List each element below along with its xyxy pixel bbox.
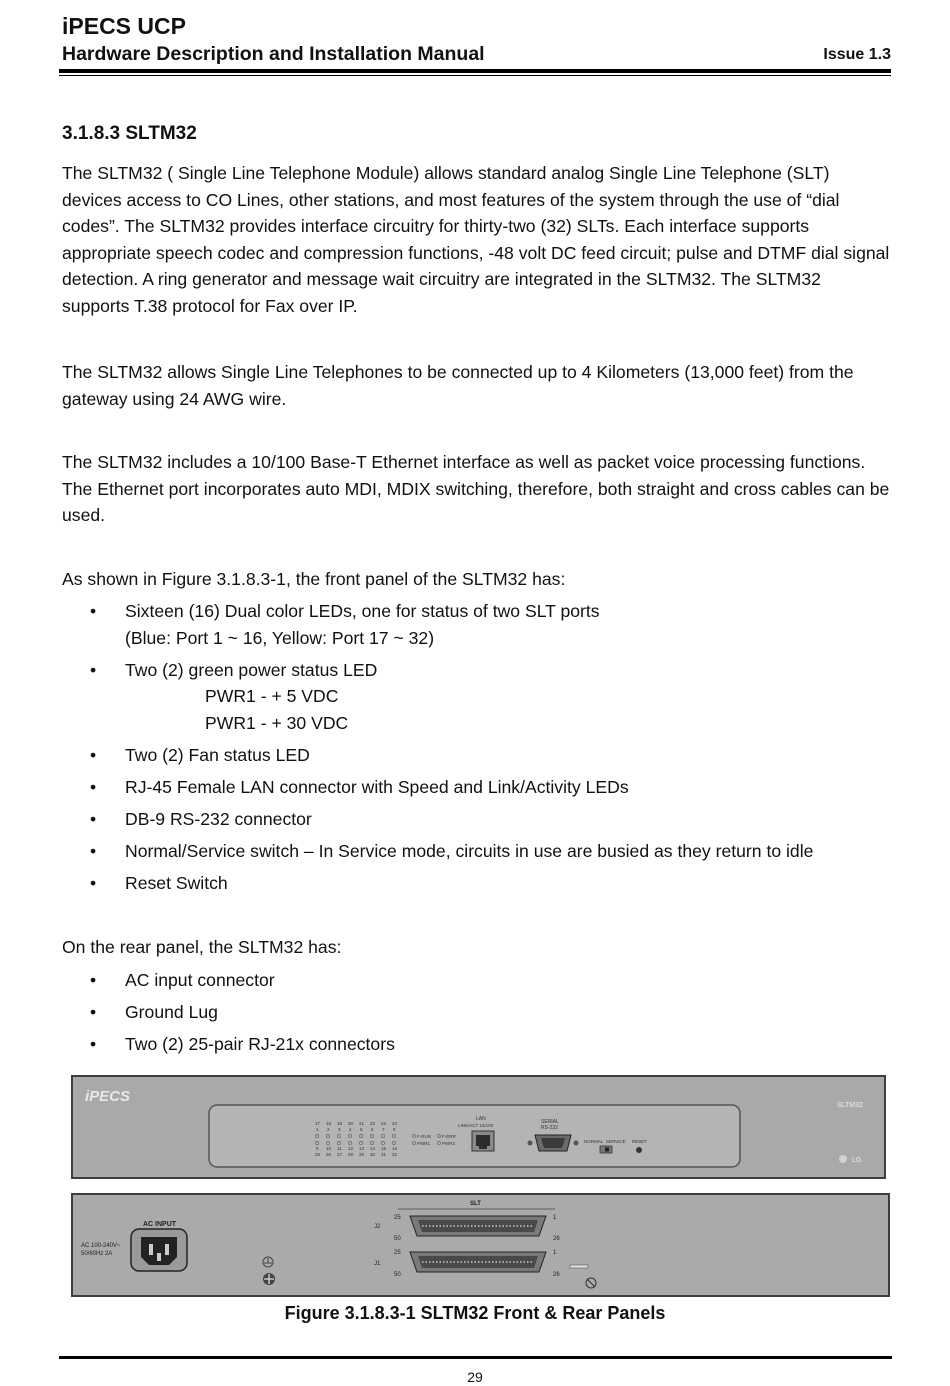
list-item-text: Normal/Service switch – In Service mode, circuits in use are busied as they return to idle (125, 840, 814, 861)
serial-label: SERIAL (541, 1119, 559, 1125)
led-label: 29 (359, 1152, 365, 1157)
led-label: 30 (370, 1152, 376, 1157)
led-label: 7 (382, 1127, 385, 1132)
paragraph-distance: The SLTM32 allows Single Line Telephones to be connected up to 4 Kilometers (13,000 feet) from the gateway using 24 AWG wire. (62, 362, 854, 409)
list-item (62, 657, 902, 737)
led-label: 20 (348, 1121, 354, 1126)
figure-caption: Figure 3.1.8.3-1 SLTM32 Front & Rear Panels (284, 1303, 666, 1323)
led-label: 12 (348, 1146, 354, 1151)
led-label: 11 (337, 1146, 342, 1151)
led-label: 6 (371, 1127, 374, 1132)
list-item-text: RJ-45 Female LAN connector with Speed and Link/Activity LEDs (125, 776, 629, 797)
led-label: 27 (337, 1152, 343, 1157)
pin-label: 50 (394, 1236, 401, 1242)
list-item (62, 838, 902, 865)
list-item-text: AC input connector (125, 970, 275, 990)
front-panel-list (62, 598, 902, 902)
rear-panel-list (62, 967, 902, 1063)
led-label: 1 (316, 1127, 319, 1132)
led-label: 23 (381, 1121, 387, 1126)
document-subtitle: Hardware Description and Installation Manual (62, 43, 485, 65)
led-label: 18 (326, 1121, 332, 1126)
pin-label: 25 (394, 1215, 401, 1221)
led-label: 14 (370, 1146, 376, 1151)
led-label: 9 (316, 1146, 319, 1151)
bullet: • (90, 872, 97, 893)
list-item-subtext: PWR1 - + 5 VDC (205, 686, 339, 706)
led-label: 17 (315, 1121, 321, 1126)
service-label: SERVICE (606, 1139, 626, 1144)
led-label: 16 (392, 1146, 398, 1151)
led-label: 3 (338, 1127, 341, 1132)
list-item-text: DB-9 RS-232 connector (125, 808, 312, 829)
maker-logo: LG (852, 1157, 862, 1164)
lan-label: LAN (476, 1116, 486, 1122)
serial-sublabel: RS-232 (541, 1125, 558, 1131)
list-item (62, 774, 902, 801)
ac-input-title: AC INPUT (143, 1221, 177, 1228)
led-label: 19 (337, 1121, 343, 1126)
paragraph-ethernet: The SLTM32 includes a 10/100 Base-T Ethernet interface as well as packet voice processing functions. The Ethernet port incorporates auto MDI, MDIX switching, therefore, both straight and cross cables can be used. (62, 452, 890, 525)
led-label: 32 (392, 1152, 398, 1157)
paragraph-intro: The SLTM32 ( Single Line Telephone Module) allows standard analog Single Line Telephone (SLT) devices access to CO Lines, other stations, and most features of the system through the use of “dial codes”. The SLTM32 provides interface circuitry for thirty-two (32) SLTs. Each interface supports appropriate speech codec and compression functions, -48 volt DC feed circuit; pulse and DTMF dial signal detection. A ring generator and message wait circuitry are integrated in the SLTM32. The SLTM32 supports T.38 protocol for Fax over IP. (62, 163, 890, 316)
pin-label: 26 (553, 1272, 560, 1278)
document-title: iPECS UCP (62, 13, 186, 39)
section-title: 3.1.8.3 SLTM32 (62, 123, 197, 144)
bullet: • (90, 1002, 97, 1022)
list-item-text: Ground Lug (125, 1002, 218, 1022)
page-number: 29 (467, 1369, 483, 1385)
slt-label: SLT (470, 1201, 481, 1207)
ac-rating: AC 100-240V~ (81, 1243, 121, 1249)
list-item-subtext: PWR1 - + 30 VDC (205, 712, 349, 733)
reset-label: RESET (632, 1139, 648, 1144)
pin-label: 25 (394, 1250, 401, 1256)
front-model-label: SLTM32 (837, 1102, 863, 1109)
list-item (62, 870, 902, 897)
led-label: 26 (326, 1152, 332, 1157)
list-item-text: Two (2) green power status LED (125, 659, 378, 680)
led-label: 8 (393, 1127, 396, 1132)
led-label: 31 (381, 1152, 387, 1157)
bullet: • (90, 1034, 97, 1054)
list-item (62, 999, 902, 1026)
led-label: 22 (370, 1121, 376, 1126)
rear-panel-intro: On the rear panel, the SLTM32 has: (62, 937, 342, 957)
led-label: 28 (348, 1152, 354, 1157)
footer-rule (59, 1356, 892, 1359)
pin-label: 50 (394, 1272, 401, 1278)
list-item (62, 806, 902, 833)
led-label: 5 (360, 1127, 363, 1132)
front-panel-figure (71, 1075, 886, 1179)
bullet: • (90, 776, 97, 797)
list-item (62, 967, 902, 994)
led-label: 4 (349, 1127, 352, 1132)
list-item (62, 1031, 902, 1058)
front-brand-logo: iPECS (85, 1088, 131, 1105)
bullet: • (90, 970, 97, 990)
normal-label: NORMAL (584, 1139, 604, 1144)
list-item (62, 742, 902, 769)
pin-label: 1 (553, 1215, 557, 1221)
bullet: • (90, 601, 97, 621)
led-label: 24 (392, 1121, 398, 1126)
rear-panel-figure (71, 1193, 890, 1297)
list-item-text: Two (2) Fan status LED (125, 744, 310, 765)
fan-led-label: F-RUN (417, 1134, 431, 1139)
list-item-text: Two (2) 25-pair RJ-21x connectors (125, 1034, 395, 1054)
list-item-text: Sixteen (16) Dual color LEDs, one for status of two SLT ports (125, 601, 600, 621)
j1-label: J1 (374, 1261, 381, 1267)
list-item-subtext: (Blue: Port 1 ~ 16, Yellow: Port 17 ~ 32) (125, 627, 435, 648)
front-panel-intro: As shown in Figure 3.1.8.3-1, the front panel of the SLTM32 has: (62, 569, 566, 589)
header-rule (59, 69, 891, 73)
j2-label: J2 (374, 1224, 381, 1230)
power-led-label: PWR1 (417, 1141, 431, 1146)
issue-number: Issue 1.3 (823, 46, 891, 63)
ac-rating: 50/60Hz 2A (81, 1251, 113, 1257)
bullet: • (90, 808, 97, 829)
header-rule-thin (59, 75, 891, 76)
bullet: • (90, 744, 97, 765)
pin-label: 1 (553, 1250, 557, 1256)
bullet: • (90, 840, 97, 861)
led-label: 13 (359, 1146, 365, 1151)
list-item-text: Reset Switch (125, 872, 228, 893)
fan-led-label: F-ERR (442, 1134, 456, 1139)
lan-sublabel: LINK/ACT 10/100 (458, 1123, 494, 1128)
led-label: 2 (327, 1127, 330, 1132)
power-led-label: PWR2 (442, 1141, 456, 1146)
bullet: • (90, 659, 97, 680)
led-label: 21 (359, 1121, 365, 1126)
list-item (62, 598, 902, 651)
led-label: 10 (326, 1146, 332, 1151)
led-label: 25 (315, 1152, 321, 1157)
led-label: 15 (381, 1146, 387, 1151)
pin-label: 26 (553, 1236, 560, 1242)
